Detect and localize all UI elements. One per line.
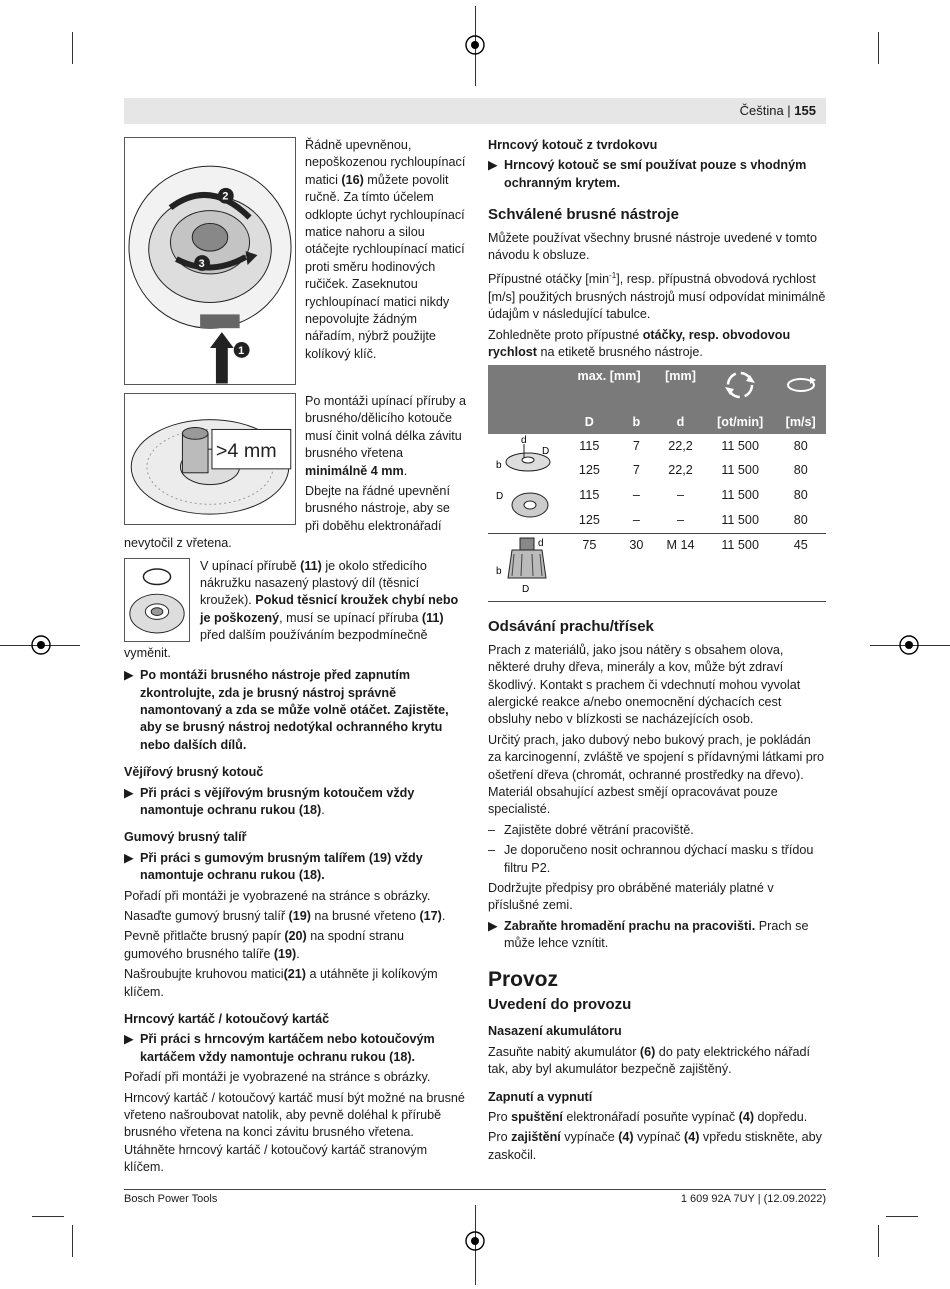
svg-text:D: D — [496, 491, 504, 503]
registration-mark-icon — [464, 1230, 486, 1252]
table-cell: – — [632, 512, 640, 527]
warning-bullet: ▶ Po montáži brusného nástroje před zapnutím zkontrolujte, zda je brusný nástroj správně namontovaný a zda se může volně otáčet. Zajistěte, aby se brusný nástroj nedotýkal ochranného krytu nebo dalších dílů. — [124, 668, 449, 752]
cup-brush-icon — [488, 533, 562, 601]
table-cell: 11 500 — [721, 438, 759, 453]
paragraph: Zasuňte nabitý akumulátor (6) do paty elektrického nářadí tak, aby byl akumulátor bezpečně zajištěný. — [488, 1044, 811, 1077]
paragraph: Pro spuštění elektronářadí posuňte vypínač (4) dopředu. — [488, 1110, 808, 1125]
approved-tools-table — [488, 365, 826, 603]
rotation-speed-icon — [705, 365, 775, 411]
table-cell: 115 — [579, 438, 600, 453]
quick-nut-paragraph: Řádně upevněnou, nepoškozenou rychloupínací matici (16) můžete povolit ručně. Za tímto účelem odklopte úchyt rychloupínací matice nahoru a silou otáčejte rychloupínací maticí proti směru hodinových ručiček. Zaseknutou rychloupínací matici nikdy nepovolujte žádným nářadím, nýbrž použijte kolíkový klíč. — [305, 138, 466, 361]
crop-mark — [878, 1225, 879, 1257]
table-cell: 80 — [793, 438, 808, 453]
table-cell: 80 — [793, 512, 808, 527]
warning-bullet: ▶ Při práci s vějířovým brusným kotoučem vždy namontuje ochranu rukou (18). — [124, 785, 415, 817]
section-thread-length — [124, 393, 466, 556]
table-cell: 7 — [632, 438, 640, 453]
table-cell: 22,2 — [668, 463, 693, 478]
warning-bullet: ▶ Zabraňte hromadění prachu na pracovišti. Prach se může lehce vznítit. — [488, 918, 809, 951]
table-cell: 30 — [629, 537, 644, 552]
table-subheader-row — [488, 411, 826, 434]
paragraph: Nasaďte gumový brusný talíř (19) na brusné vřeteno (17). — [124, 908, 446, 923]
table-cell: 22,2 — [668, 438, 693, 453]
fan-disc-icon — [488, 483, 562, 533]
column-header: b — [617, 411, 656, 434]
footer-divider — [124, 1189, 826, 1190]
footer-doc-id: 1 609 92A 7UY | (12.09.2022) — [680, 1193, 826, 1205]
crop-mark — [886, 1216, 918, 1217]
heading-rubber-pad: Gumový brusný talíř — [124, 830, 247, 845]
table-cell: 11 500 — [721, 537, 759, 552]
peripheral-speed-icon — [775, 365, 826, 411]
svg-text:d: d — [521, 435, 527, 447]
registration-mark-icon — [464, 34, 486, 56]
thread-length-paragraph: Po montáži upínací příruby a brusného/dělicího kotouče musí činit volná délka závitu brusného vřetena minimálně 4 mm. — [305, 394, 466, 478]
table-cell: 75 — [582, 537, 597, 552]
table-row — [488, 434, 826, 459]
svg-text:b: b — [496, 460, 502, 472]
table-cell: – — [632, 488, 640, 503]
paragraph: Zohledněte proto přípustné otáčky, resp. obvodovou rychlost na etiketě brusného nástroje. — [488, 327, 791, 360]
table-header-row — [488, 365, 826, 411]
column-header: d — [656, 411, 705, 434]
table-cell: – — [677, 512, 685, 527]
crop-mark — [72, 1225, 73, 1257]
table-cell: 11 500 — [721, 488, 759, 503]
heading-battery: Nasazení akumulátoru — [488, 1024, 622, 1039]
paragraph: Pro zajištění vypínače (4) vypínač (4) vpředu stiskněte, aby zaskočil. — [488, 1130, 822, 1162]
left-column — [124, 137, 466, 1180]
triangle-bullet-icon: ▶ — [488, 918, 498, 933]
warning-bullet: ▶ Hrncový kotouč se smí používat pouze s vhodným ochranným krytem. — [488, 158, 807, 190]
table-cell: – — [677, 488, 685, 503]
table-cell: 80 — [793, 488, 808, 503]
column-header: max. [mm] — [562, 365, 656, 411]
paragraph: Přípustné otáčky $[\min^{-1}]$, resp. přípustná obvodová rychlost [m/s] použitých brusných nástrojů musí odpovídat minimálně údajům v následující tabulce. — [488, 271, 826, 322]
header-text: Čeština | 155 — [739, 103, 816, 118]
triangle-bullet-icon: ▶ — [124, 668, 134, 683]
svg-text:D: D — [542, 446, 550, 458]
thread-length-figure — [124, 393, 296, 525]
column-header: D — [562, 411, 617, 434]
paragraph: Pořadí při montáži je vyobrazené na stránce s obrázky. — [124, 888, 431, 903]
triangle-bullet-icon: ▶ — [124, 785, 134, 800]
heading-wire-brush: Hrncový kartáč / kotoučový kartáč — [124, 1012, 330, 1026]
svg-text:D: D — [522, 583, 530, 595]
footer-brand: Bosch Power Tools — [124, 1193, 218, 1205]
heading-switch: Zapnutí a vypnutí — [488, 1089, 593, 1104]
page-number: 155 — [794, 103, 816, 118]
heading-carbide-cup: Hrncový kotouč z tvrdokovu — [488, 138, 658, 152]
triangle-bullet-icon: ▶ — [488, 158, 498, 173]
column-header: [m/s] — [775, 411, 826, 434]
table-row — [488, 483, 826, 508]
registration-mark-icon — [30, 634, 52, 656]
paragraph: Prach z materiálů, jako jsou nátěry s obsahem olova, některé druhy dřeva, minerály a kov, může být zdraví škodlivý. Kontakt s prachem či vdechnutí mohou vyvolat alergické reakce a/nebo onemocnění dýchacích cest obsluhy nebo v blízkosti se nacházejících osob. — [488, 642, 801, 727]
sealing-ring-figure — [124, 558, 190, 642]
paragraph: Hrncový kartáč / kotoučový kartáč musí být možné na brusné vřeteno našroubovat natolik, aby pevně doléhal k přírubě brusného vřetena na konci závitu brusného vřetena. Utáhněte hrncový kartáč / kotoučový kartáč stranovým klíčem. — [124, 1090, 465, 1175]
list-item: – Zajistěte dobré větrání pracoviště. — [488, 822, 694, 837]
paragraph: Dodržujte předpisy pro obráběné materiály platné v příslušné zemi. — [488, 880, 774, 913]
table-cell: 80 — [793, 463, 808, 478]
paragraph: Našroubujte kruhovou matici(21) a utáhněte ji kolíkovým klíčem. — [124, 967, 438, 999]
heading-startup: Uvedení do provozu — [488, 996, 632, 1013]
list-item: – Je doporučeno nosit ochrannou dýchací masku s třídou filtru P2. — [488, 843, 814, 875]
figure-callout-3: 3 — [198, 257, 205, 270]
svg-text:b: b — [496, 565, 502, 577]
table-cell: 45 — [793, 537, 808, 552]
crop-mark — [72, 32, 73, 64]
column-header: [ot/min] — [705, 411, 775, 434]
table-cell: M 14 — [666, 537, 695, 552]
table-cell: 11 500 — [721, 512, 759, 527]
page-header — [124, 98, 826, 124]
table-row — [488, 533, 826, 601]
registration-mark-icon — [898, 634, 920, 656]
paragraph: Můžete používat všechny brusné nástroje uvedené v tomto návodu k obsluze. — [488, 230, 818, 263]
right-column — [488, 137, 826, 1167]
spindle-paragraph: Dbejte na řádné upevnění brusného nástroje, aby se při doběhu elektronářadí nevytočil z vřetena. — [124, 484, 450, 551]
heading-operation: Provoz — [488, 967, 559, 991]
crop-mark — [878, 32, 879, 64]
sealing-ring-paragraph: V upínací přírubě (11) je okolo středicího nákružku nasazený plastový díl (těsnicí kroužek). Pokud těsnicí kroužek chybí nebo je poškozený, musí se upínací příruba (11) před dalším používáním bezpodmínečně vyměnit. — [124, 558, 459, 660]
table-cell: 125 — [578, 512, 600, 527]
heading-dust-extraction: Odsávání prachu/třísek — [488, 618, 654, 636]
crop-mark — [32, 1216, 64, 1217]
warning-bullet: ▶ Při práci s gumovým brusným talířem (19) vždy namontuje ochranu rukou (18). — [124, 850, 423, 883]
section-sealing-ring — [124, 558, 466, 665]
heading-approved-tools: Schválené brusné nástroje — [488, 206, 679, 224]
table-cell: 115 — [579, 488, 600, 503]
section-quick-nut — [124, 137, 466, 385]
warning-bullet: ▶ Při práci s hrncovým kartáčem nebo kotoučovým kartáčem vždy namontuje ochranu rukou (18). — [124, 1032, 435, 1064]
paragraph: Určitý prach, jako dubový nebo bukový prach, je pokládán za karcinogenní, zvláště ve spojení s přídavnými látkami pro ošetření dřeva (chromát, ochranné prostředky na dřevo). Materiál obsahující azbest smějí opracovávat pouze specialisté. — [488, 732, 824, 817]
quick-nut-figure — [124, 137, 296, 385]
svg-text:d: d — [538, 537, 544, 549]
table-cell: 125 — [578, 463, 600, 478]
triangle-bullet-icon: ▶ — [124, 850, 134, 865]
table-cell: 7 — [632, 463, 640, 478]
heading-fan-disc: Vějířový brusný kotouč — [124, 765, 264, 780]
grinding-disc-icon — [488, 434, 562, 483]
figure-callout-1: 1 — [238, 344, 245, 357]
header-language: Čeština — [739, 103, 784, 118]
paragraph: Pevně přitlačte brusný papír (20) na spodní stranu gumového brusného talíře (19). — [124, 929, 405, 961]
column-header: [mm] — [656, 365, 705, 411]
table-cell: 11 500 — [721, 463, 759, 478]
paragraph: Pořadí při montáži je vyobrazené na stránce s obrázky. — [124, 1070, 431, 1085]
triangle-bullet-icon: ▶ — [124, 1032, 134, 1047]
figure-callout-2: 2 — [222, 190, 229, 203]
thread-length-label: >4 mm — [215, 440, 277, 463]
